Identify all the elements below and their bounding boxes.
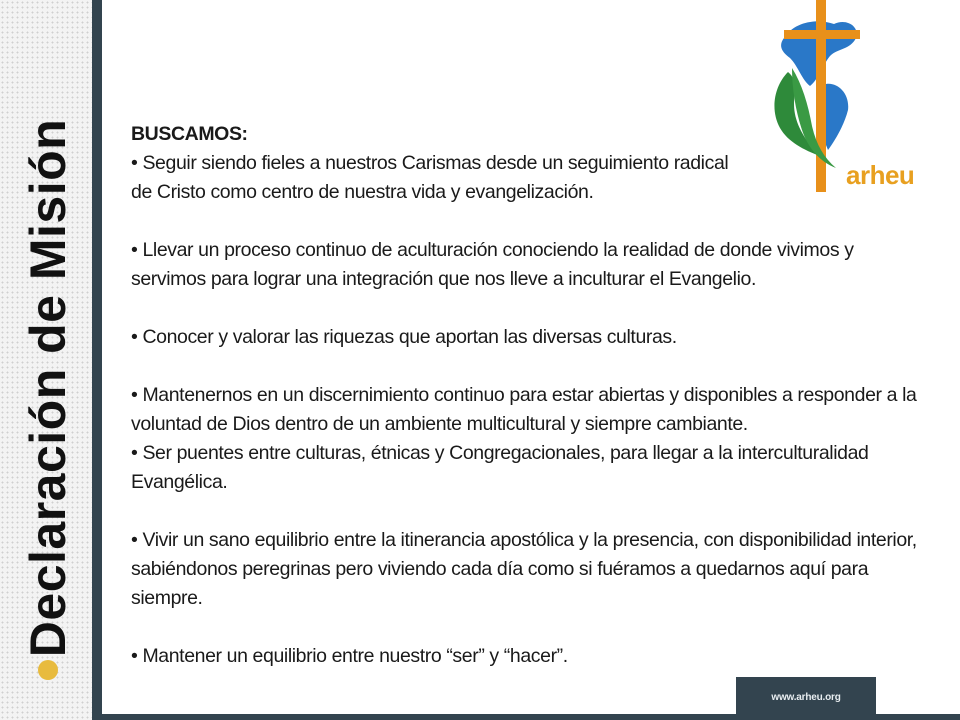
page-title: Declaración de Misión xyxy=(20,118,76,658)
list-item: • Vivir un sano equilibrio entre la itinerancia apostólica y la presencia, con disponibilidad interior, sabiéndonos peregrinas pero viviendo cada día como si fuéramos a quedarnos aquí para siempre. xyxy=(131,529,917,609)
mission-content xyxy=(131,120,921,671)
list-item: • Seguir siendo fieles a nuestros Carismas desde un seguimiento radical xyxy=(131,152,729,174)
title-dot-icon xyxy=(38,660,58,680)
list-item: de Cristo como centro de nuestra vida y evangelización. xyxy=(131,181,594,203)
list-item: • Llevar un proceso continuo de aculturación conociendo la realidad de donde vivimos y servimos para lograr una integración que nos lleve a inculturar el Evangelio. xyxy=(131,239,854,290)
list-item: • Ser puentes entre culturas, étnicas y Congregacionales, para llegar a la interculturalidad Evangélica. xyxy=(131,442,869,493)
footer-url[interactable]: www.arheu.org xyxy=(771,691,841,703)
footer-url-box xyxy=(736,677,876,717)
logo-text: arheu xyxy=(846,160,915,190)
content-heading: BUSCAMOS: xyxy=(131,123,248,145)
left-accent-bar xyxy=(92,0,102,720)
list-item: • Conocer y valorar las riquezas que aportan las diversas culturas. xyxy=(131,326,677,348)
list-item: • Mantenernos en un discernimiento continuo para estar abiertas y disponibles a responder a la voluntad de Dios dentro de un ambiente multicultural y siempre cambiante. xyxy=(131,384,917,435)
list-item: • Mantener un equilibrio entre nuestro “ser” y “hacer”. xyxy=(131,645,568,667)
